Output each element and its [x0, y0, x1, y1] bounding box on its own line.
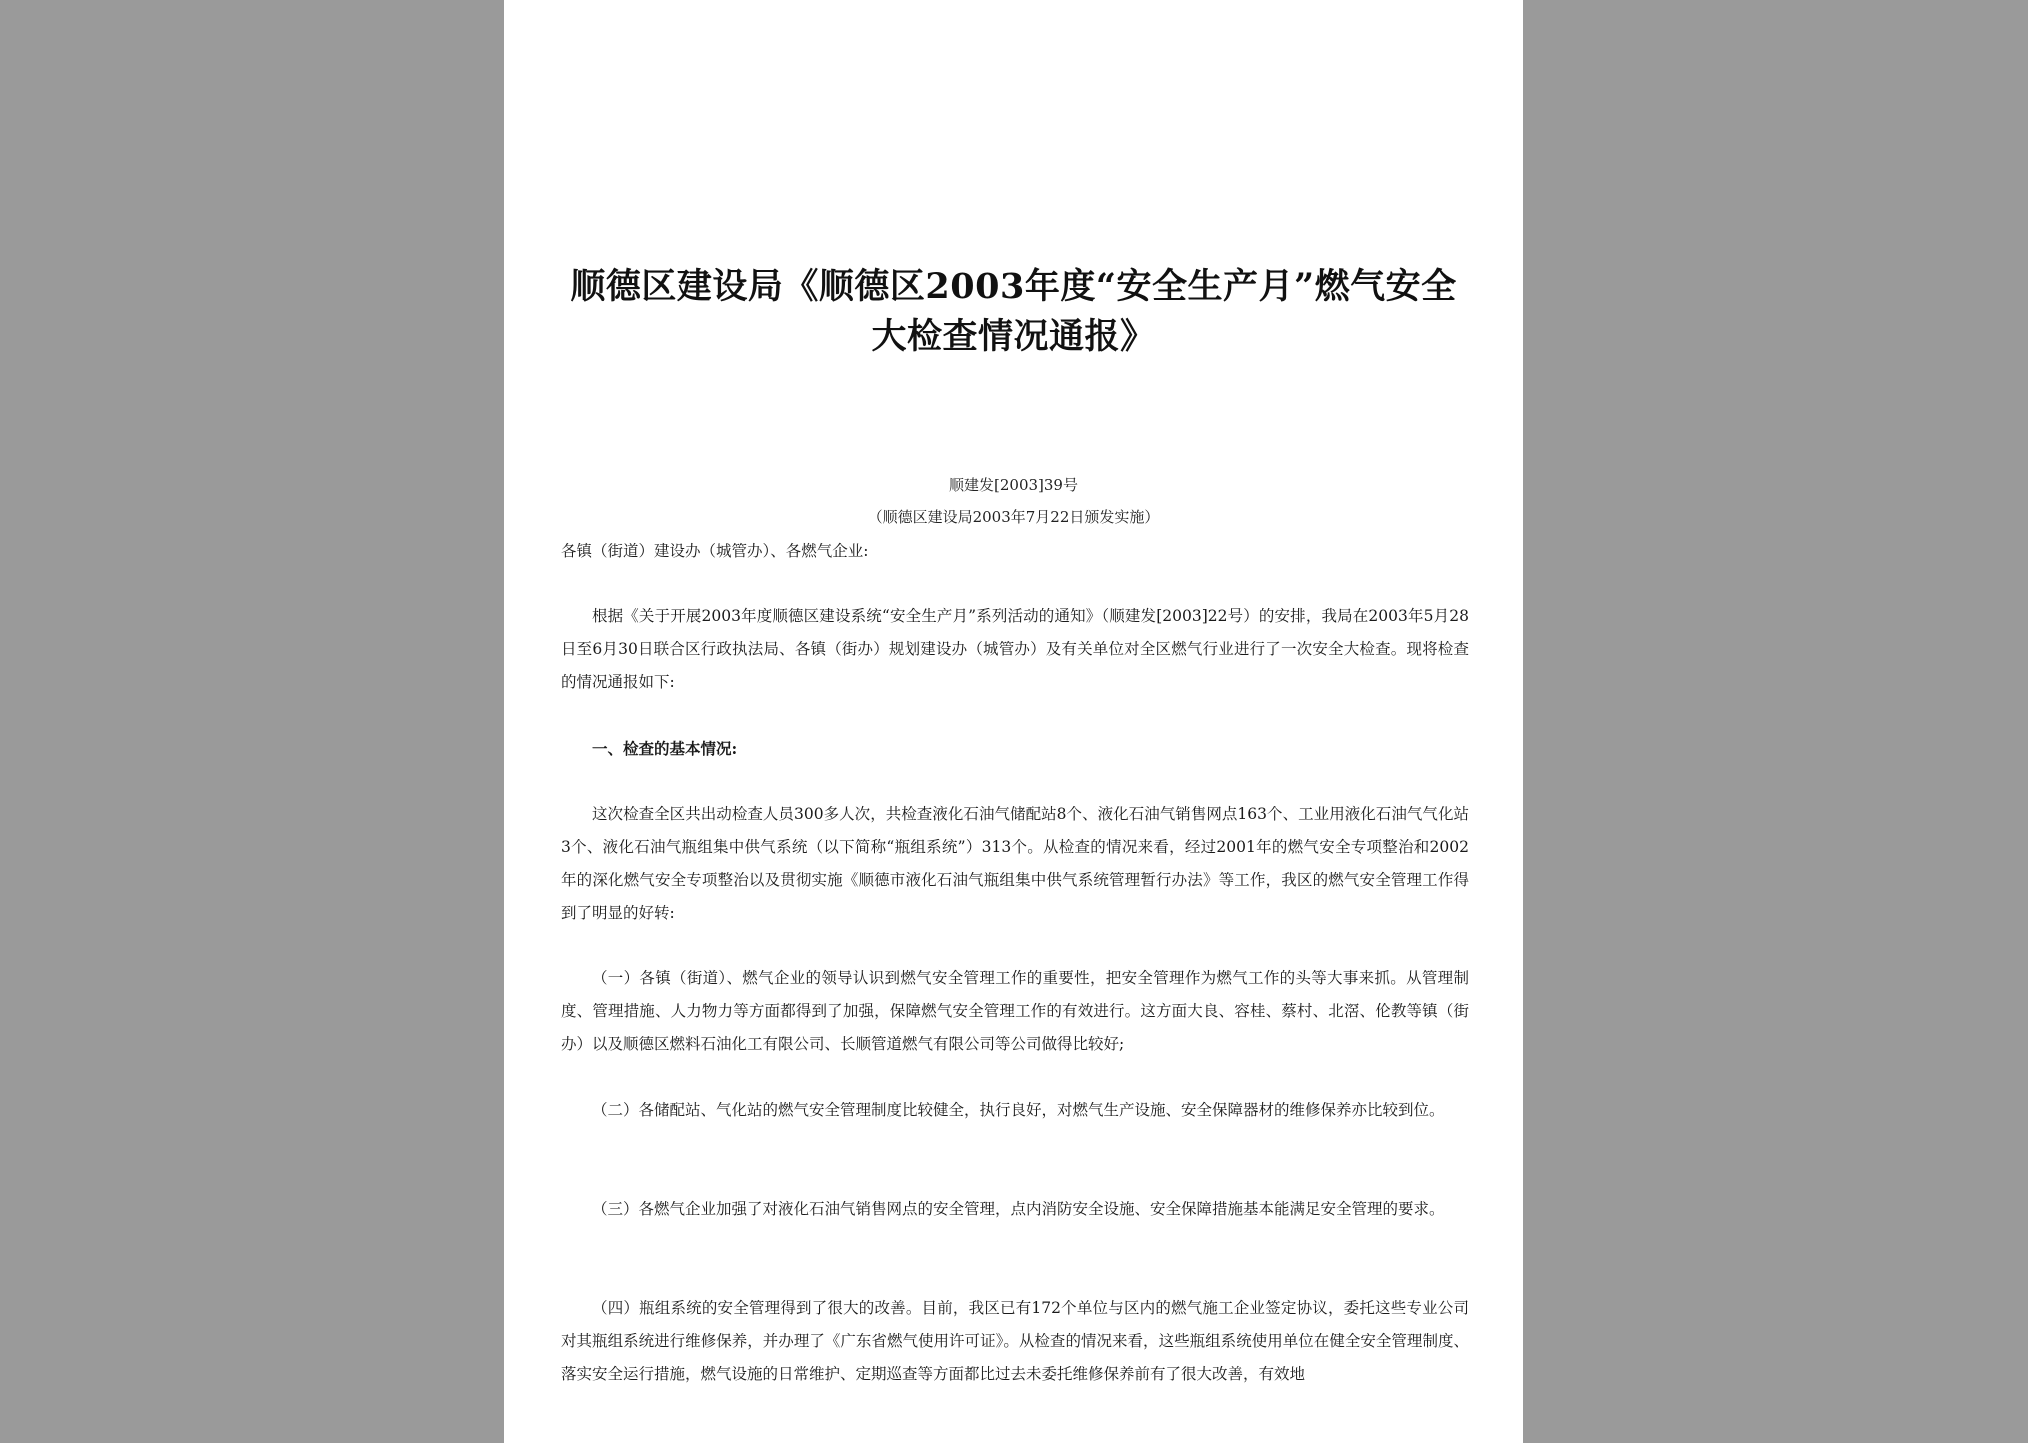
issue-note: （顺德区建设局2003年7月22日颁发实施）	[867, 508, 1160, 526]
document-page	[504, 0, 1523, 1443]
paragraph-item-4: （四）瓶组系统的安全管理得到了很大的改善。目前，我区已有172个单位与区内的燃气施工企业签定协议，委托这些专业公司对其瓶组系统进行维修保养，并办理了《广东省燃气使用许可证》。从检查的情况来看，这些瓶组系统使用单位在健全安全管理制度、落实安全运行措施，燃气设施的日常维护、定期巡查等方面都比过去未委托维修保养前有了很大改善，有效地	[561, 1299, 1469, 1383]
paragraph-intro: 根据《关于开展2003年度顺德区建设系统“安全生产月”系列活动的通知》（顺建发[2003]22号）的安排，我局在2003年5月28日至6月30日联合区行政执法局、各镇（街办）规划建设办（城管办）及有关单位对全区燃气行业进行了一次安全大检查。现将检查的情况通报如下:	[561, 607, 1469, 691]
section-heading: 一、检查的基本情况:	[592, 739, 738, 758]
paragraph-item-3: （三）各燃气企业加强了对液化石油气销售网点的安全管理，点内消防安全设施、安全保障措施基本能满足安全管理的要求。	[592, 1200, 1445, 1218]
paragraph-overview: 这次检查全区共出动检查人员300多人次，共检查液化石油气储配站8个、液化石油气销售网点163个、工业用液化石油气气化站3个、液化石油气瓶组集中供气系统（以下简称“瓶组系统”）313个。从检查的情况来看，经过2001年的燃气安全专项整治和2002年的深化燃气安全专项整治以及贯彻实施《顺德市液化石油气瓶组集中供气系统管理暂行办法》等工作，我区的燃气安全管理工作得到了明显的好转:	[561, 805, 1469, 922]
document-number: 顺建发[2003]39号	[949, 476, 1078, 494]
title-line-1: 顺德区建设局《顺德区2003年度“安全生产月”燃气安全	[570, 266, 1457, 307]
paragraph-item-1: （一）各镇（街道）、燃气企业的领导认识到燃气安全管理工作的重要性，把安全管理作为燃气工作的头等大事来抓。从管理制度、管理措施、人力物力等方面都得到了加强，保障燃气安全管理工作的有效进行。这方面大良、容桂、蔡村、北滘、伦教等镇（街办）以及顺德区燃料石油化工有限公司、长顺管道燃气有限公司等公司做得比较好;	[561, 969, 1469, 1053]
paragraph-item-2: （二）各储配站、气化站的燃气安全管理制度比较健全，执行良好，对燃气生产设施、安全保障器材的维修保养亦比较到位。	[592, 1101, 1445, 1119]
title-line-2: 大检查情况通报》	[871, 316, 1156, 357]
salutation: 各镇（街道）建设办（城管办）、各燃气企业:	[561, 542, 869, 560]
document-title	[504, 262, 1523, 362]
